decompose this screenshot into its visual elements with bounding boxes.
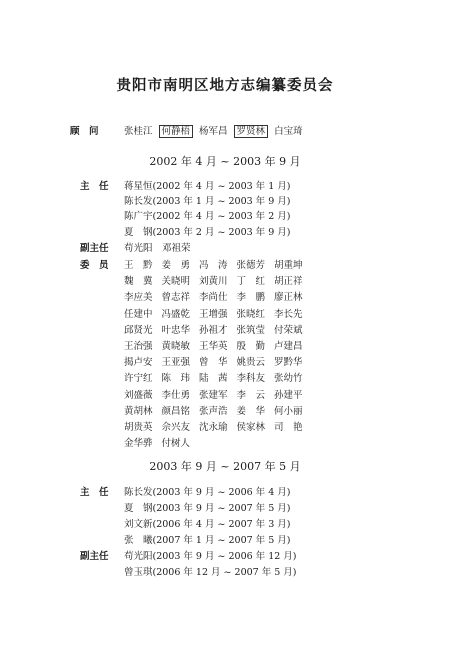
member-name: 金华骅: [124, 438, 153, 450]
period1-director-1: 蒋星恒(2002 年 4 月 ~ 2003 年 1 月): [124, 181, 291, 192]
member-row: [124, 259, 312, 273]
period1-director-label: 主 任: [80, 181, 109, 192]
member-name: 曾志祥: [161, 292, 191, 304]
advisor-name: 何静梧: [159, 125, 194, 138]
member-name: 刘盛薇: [124, 389, 153, 401]
member-row: [124, 372, 312, 386]
period1-heading: 2002 年 4 月 ~ 2003 年 9 月: [149, 155, 301, 168]
advisor-name: 张桂江: [124, 126, 153, 137]
member-name: 殷 勤: [236, 341, 266, 352]
member-row: [124, 405, 312, 419]
member-name: 李 云: [236, 389, 266, 401]
member-name: 李长先: [274, 308, 303, 320]
member-name: 司 艳: [274, 422, 303, 433]
member-name: 王治强: [124, 341, 153, 352]
period2-deputy-label: 副主任: [80, 551, 109, 562]
member-name: 丁 红: [236, 276, 266, 288]
member-name: 罗黔华: [274, 357, 303, 369]
period1-director-4: 夏 钢(2003 年 2 月 ~ 2003 年 9 月): [124, 227, 291, 238]
member-name: 刘黄川: [199, 276, 228, 288]
period2-director-1: 陈长发(2003 年 9 月 ~ 2006 年 4 月): [124, 487, 291, 498]
period2-director-label: 主 任: [80, 487, 109, 498]
period1-director-3: 陈广宇(2002 年 4 月 ~ 2003 年 2 月): [124, 211, 291, 222]
advisor-name: 罗贤林: [234, 125, 269, 138]
member-row: [124, 437, 199, 451]
member-name: 陆 茜: [199, 373, 228, 385]
member-name: 何小丽: [274, 405, 303, 417]
advisor-name: 杨军昌: [199, 126, 228, 137]
member-name: 冯盛乾: [161, 308, 191, 320]
member-name: 张德芳: [236, 260, 266, 271]
period1-director-2: 陈长发(2003 年 1 月 ~ 2003 年 9 月): [124, 196, 291, 207]
period1-deputies: 苟光阳 邓祖荣: [124, 243, 191, 254]
member-name: 廖正林: [274, 292, 303, 304]
member-name: 李应美: [124, 292, 153, 304]
member-name: 陈 玮: [161, 373, 191, 385]
member-name: 付荣斌: [274, 324, 303, 336]
member-row: [124, 389, 312, 403]
member-name: 黄晓敏: [161, 341, 191, 352]
advisors-list: [124, 125, 309, 139]
period1-deputy-label: 副主任: [80, 243, 109, 254]
member-name: 姚贵云: [236, 357, 266, 369]
member-row: [124, 340, 312, 354]
member-name: 王华英: [199, 341, 228, 352]
period2-heading: 2003 年 9 月 ~ 2007 年 5 月: [149, 460, 301, 473]
member-row: [124, 275, 312, 289]
member-row: [124, 308, 312, 322]
member-name: 胡正祥: [274, 276, 303, 288]
period2-director-4: 张 曦(2007 年 1 月 ~ 2007 年 5 月): [124, 535, 291, 546]
member-row: [124, 291, 312, 305]
member-name: 卢建昌: [274, 341, 303, 352]
member-name: 张建军: [199, 389, 228, 401]
member-name: 侯家林: [236, 422, 266, 433]
member-name: 冯 涛: [199, 260, 228, 271]
period2-deputy-2: 曾玉琪(2006 年 12 月 ~ 2007 年 5 月): [124, 567, 297, 578]
member-name: 孙建平: [274, 389, 303, 401]
member-name: 李仕勇: [161, 389, 191, 401]
member-name: 张声浩: [199, 405, 228, 417]
member-name: 邱贤光: [124, 324, 153, 336]
member-name: 揭卢安: [124, 357, 153, 369]
member-name: 沈永瑜: [199, 422, 228, 433]
member-name: 孙祖才: [199, 324, 228, 336]
member-name: 李尚仕: [199, 292, 228, 304]
member-name: 叶忠华: [161, 324, 191, 336]
member-name: 任建中: [124, 308, 153, 320]
member-name: 张幼竹: [274, 373, 303, 385]
member-name: 王增强: [199, 308, 228, 320]
member-name: 魏 冀: [124, 276, 153, 288]
member-name: 张筑莹: [236, 324, 266, 336]
member-name: 关晓明: [161, 276, 191, 288]
member-name: 曾 华: [199, 357, 228, 369]
member-row: [124, 324, 312, 338]
member-name: 王 黔: [124, 260, 153, 271]
advisor-name: 白宝琦: [274, 126, 303, 137]
member-name: 姜 勇: [161, 260, 191, 271]
member-name: 许宁红: [124, 373, 153, 385]
member-name: 李科友: [236, 373, 266, 385]
page-title: 贵阳市南明区地方志编纂委员会: [116, 77, 334, 94]
member-name: 胡重坤: [274, 260, 303, 271]
member-name: 黄胡林: [124, 405, 153, 417]
member-name: 姜 华: [236, 405, 266, 417]
period2-director-3: 刘文新(2006 年 4 月 ~ 2007 年 3 月): [124, 519, 291, 530]
member-name: 李 鹏: [236, 292, 266, 304]
period2-director-2: 夏 钢(2003 年 9 月 ~ 2007 年 5 月): [124, 503, 291, 514]
advisors-label: 顾 问: [70, 126, 99, 137]
member-name: 付树人: [161, 438, 191, 450]
member-name: 佘兴友: [161, 422, 191, 433]
member-name: 王亚强: [161, 357, 191, 369]
period1-member-label: 委 员: [80, 260, 109, 271]
member-name: 颜昌铭: [161, 405, 191, 417]
period2-deputy-1: 苟光阳(2003 年 9 月 ~ 2006 年 12 月): [124, 551, 297, 562]
member-row: [124, 421, 312, 435]
member-row: [124, 356, 312, 370]
member-name: 胡贵英: [124, 422, 153, 433]
member-name: 张晓红: [236, 308, 266, 320]
